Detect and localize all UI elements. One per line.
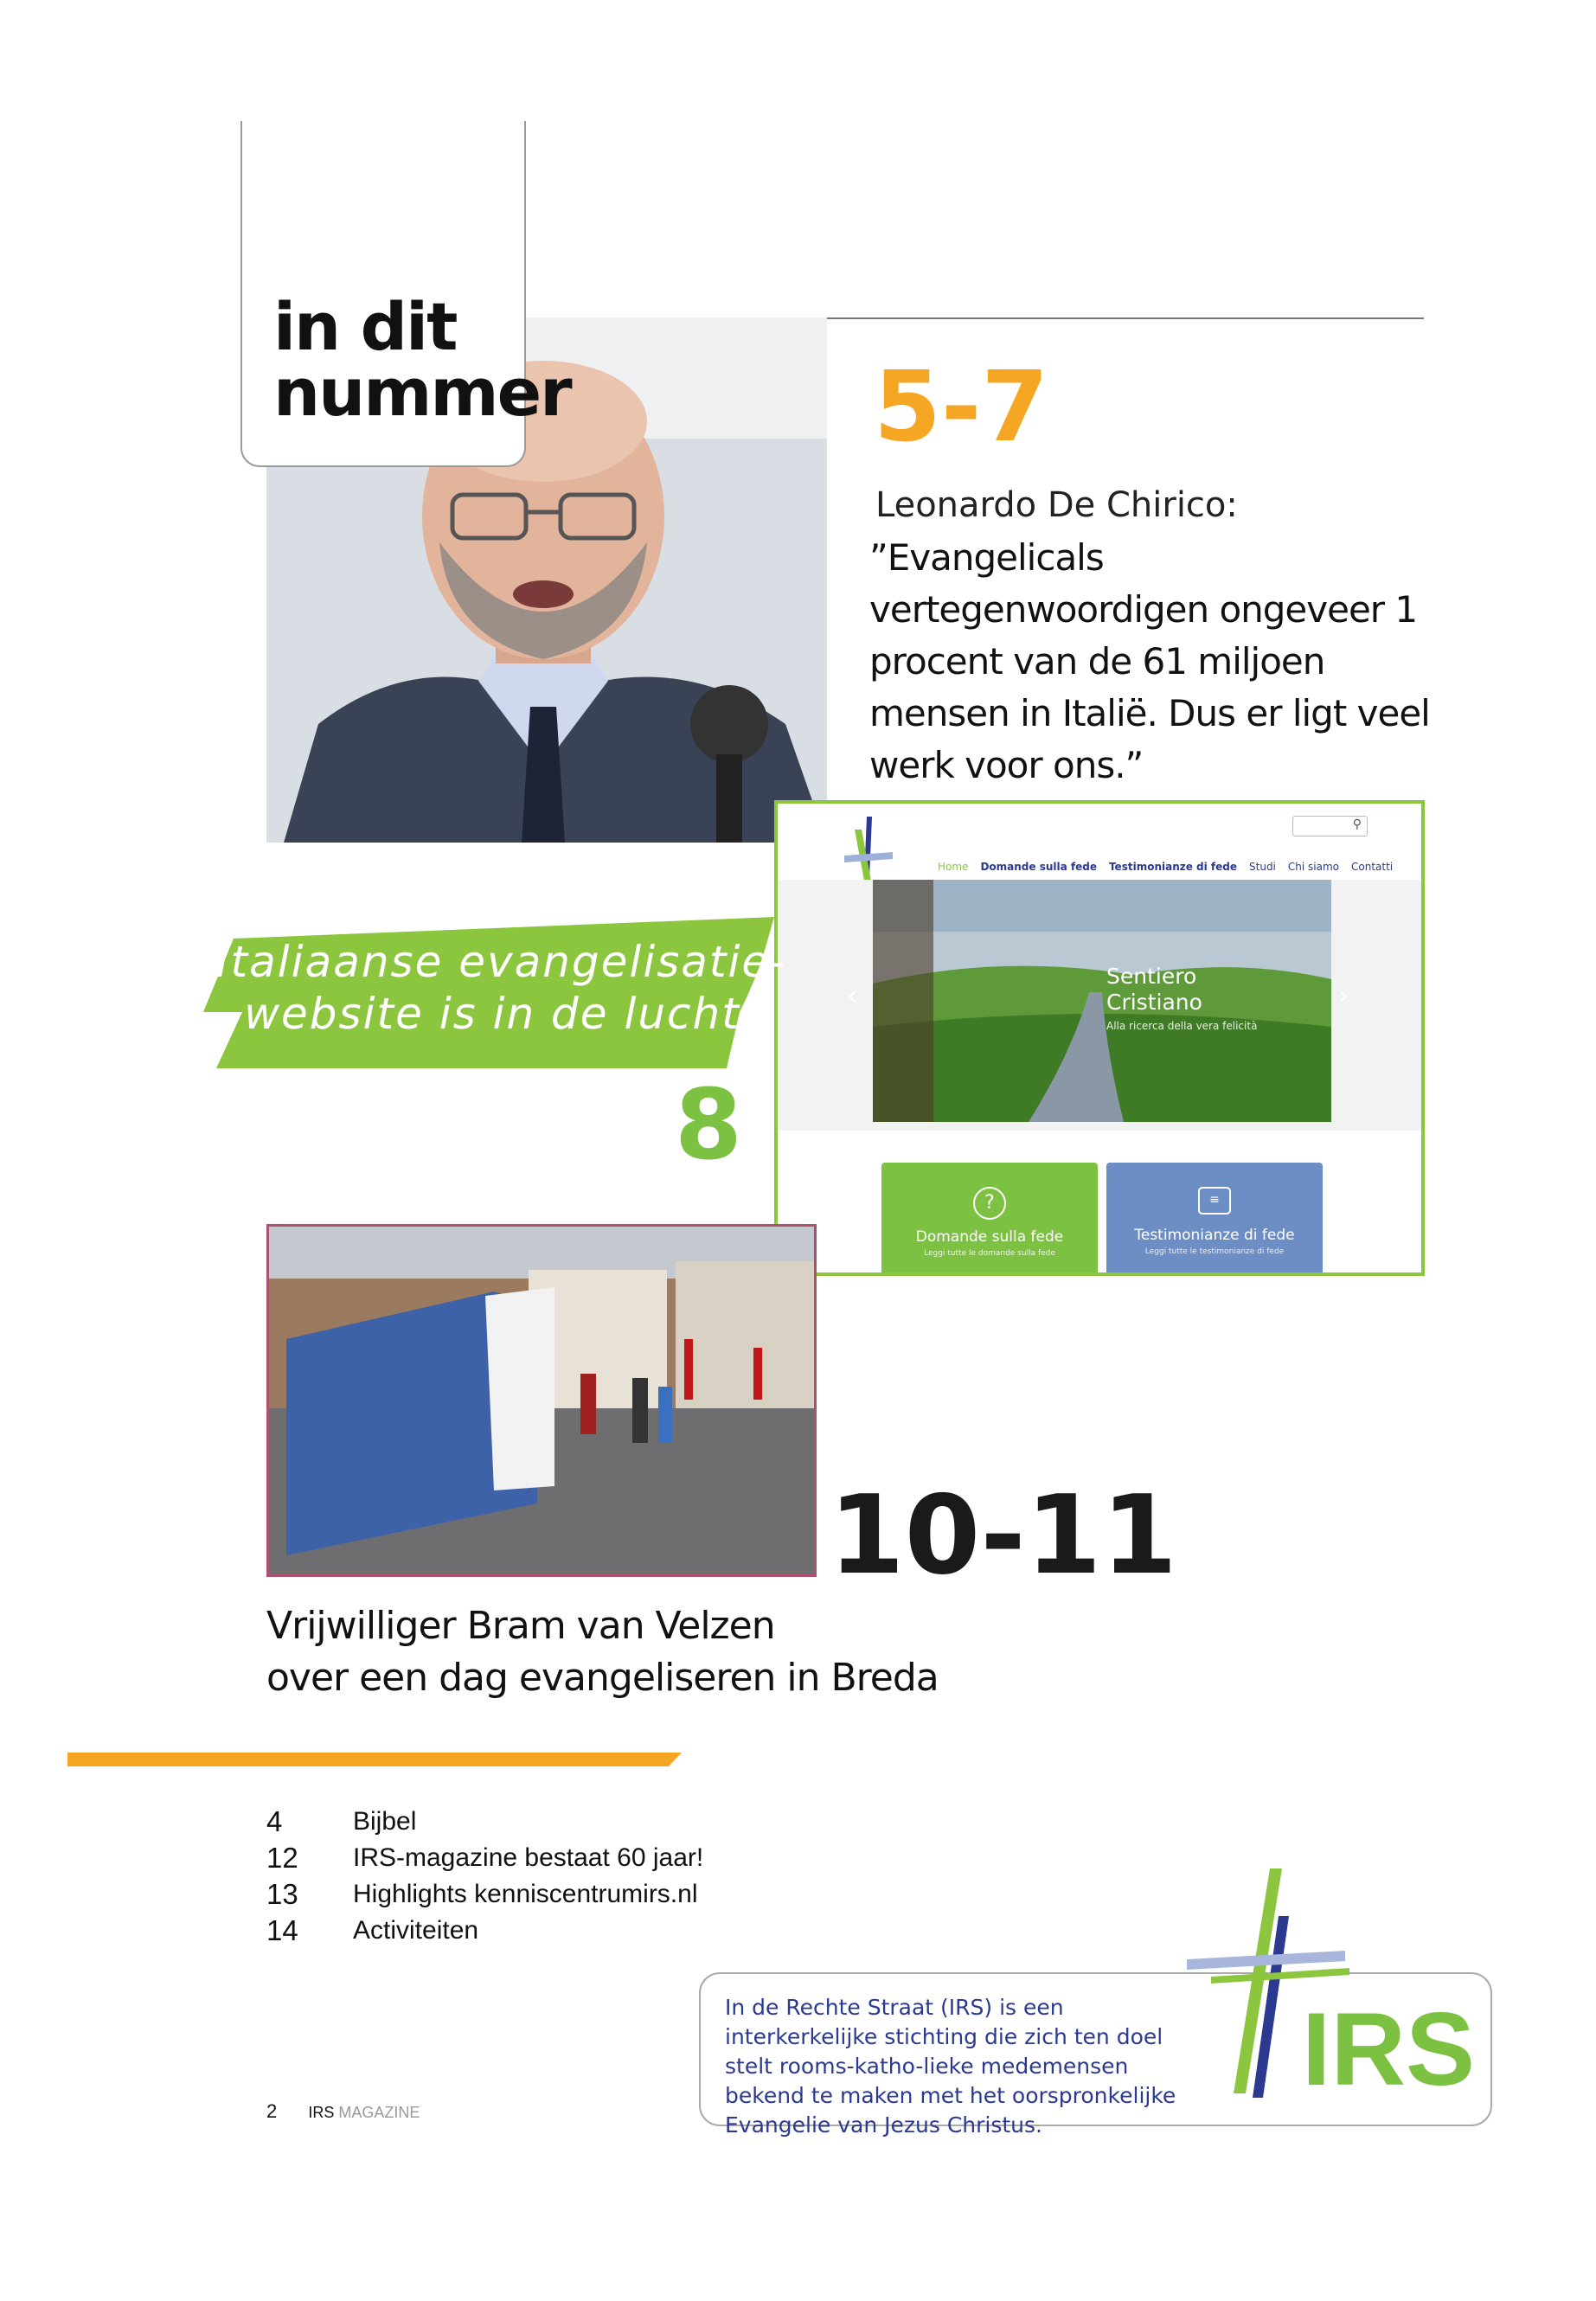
footer-brand-name: IRS [308,2104,335,2121]
nav-item: Testimonianze di fede [1108,861,1238,873]
page-number: 2 [266,2100,278,2122]
footer-brand [308,2104,420,2121]
website-screenshot [774,800,1425,1276]
toc-page: 4 [266,1805,283,1837]
quote-author: Leonardo De Chirico: [875,485,1238,525]
banner-text: Italiaanse evangelisatie- website is in de lucht! [215,937,788,1039]
pull-quote: ”Evangelicals vertegenwoordigen ongeveer 1 procent van de 61 miljoen mensen in Italië. Dus er ligt veel werk voor ons.” [869,536,1430,786]
toc-page: 14 [266,1914,298,1946]
speech-bubble-icon: ≡ [1198,1187,1231,1215]
about-text: In de Rechte Straat (IRS) is een interkerkelijke stichting die zich ten doel stelt rooms-katho-lieke medemensen bekend te maken met het oorspronkelijke Evangelie van Jezus Christus. [725,1995,1176,2138]
toc-list [266,1804,703,1949]
website-hero-image [873,880,1331,1122]
orange-divider [67,1753,682,1766]
toc-row [266,1804,703,1840]
website-hero-subtitle: Alla ricerca della vera felicità [1106,1020,1258,1032]
website-search-input [1292,816,1368,836]
website-nav [938,861,1393,873]
street-photo [266,1224,817,1577]
nav-item: Domande sulla fede [980,861,1097,873]
tile-title: Testimonianze di fede [1134,1227,1295,1244]
tile-title: Domande sulla fede [915,1228,1064,1246]
website-tile-testimonies [1106,1163,1323,1276]
website-hero-title: Sentiero Cristiano [1106,964,1202,1015]
nav-item: Studi [1249,861,1276,873]
website-tile-faith-questions [881,1163,1098,1276]
headline-banner [203,917,817,1068]
chevron-left-icon: ‹ [847,981,857,1011]
toc-label: Activiteiten [353,1916,479,1945]
irs-logo [1185,1864,1497,2115]
chevron-right-icon: › [1338,981,1349,1011]
toc-row [266,1913,703,1949]
footer-brand-suffix: MAGAZINE [338,2104,420,2121]
tile-subtitle: Leggi tutte le testimonianze di fede [1144,1247,1285,1256]
question-icon: ? [973,1187,1006,1220]
section-title: in dit nummer [273,288,571,431]
feature-3-caption: Vrijwilliger Bram van Velzen over een dag evangeliseren in Breda [266,1604,939,1700]
feature-3-page-number: 10-11 [829,1471,1177,1599]
feature-1-page-number: 5-7 [874,351,1049,464]
street-illustration [269,1227,814,1574]
top-divider [827,317,1424,319]
toc-row [266,1840,703,1876]
tile-subtitle: Leggi tutte le domande sulla fede [924,1249,1055,1258]
toc-page: 12 [266,1842,298,1874]
nav-item: Contatti [1351,861,1394,873]
toc-page: 13 [266,1878,298,1910]
page-footer [266,2100,420,2123]
nav-item: Home [938,861,969,873]
search-icon: ⚲ [1352,817,1362,831]
irs-logo-text: IRS [1302,1991,1476,2107]
nav-item: Chi siamo [1287,861,1340,873]
toc-label: IRS-magazine bestaat 60 jaar! [353,1843,704,1872]
toc-label: Highlights kenniscentrumirs.nl [353,1880,698,1908]
section-tab [240,121,571,467]
feature-2-page-number: 8 [675,1069,742,1182]
toc-row [266,1876,703,1913]
toc-label: Bijbel [353,1807,417,1836]
